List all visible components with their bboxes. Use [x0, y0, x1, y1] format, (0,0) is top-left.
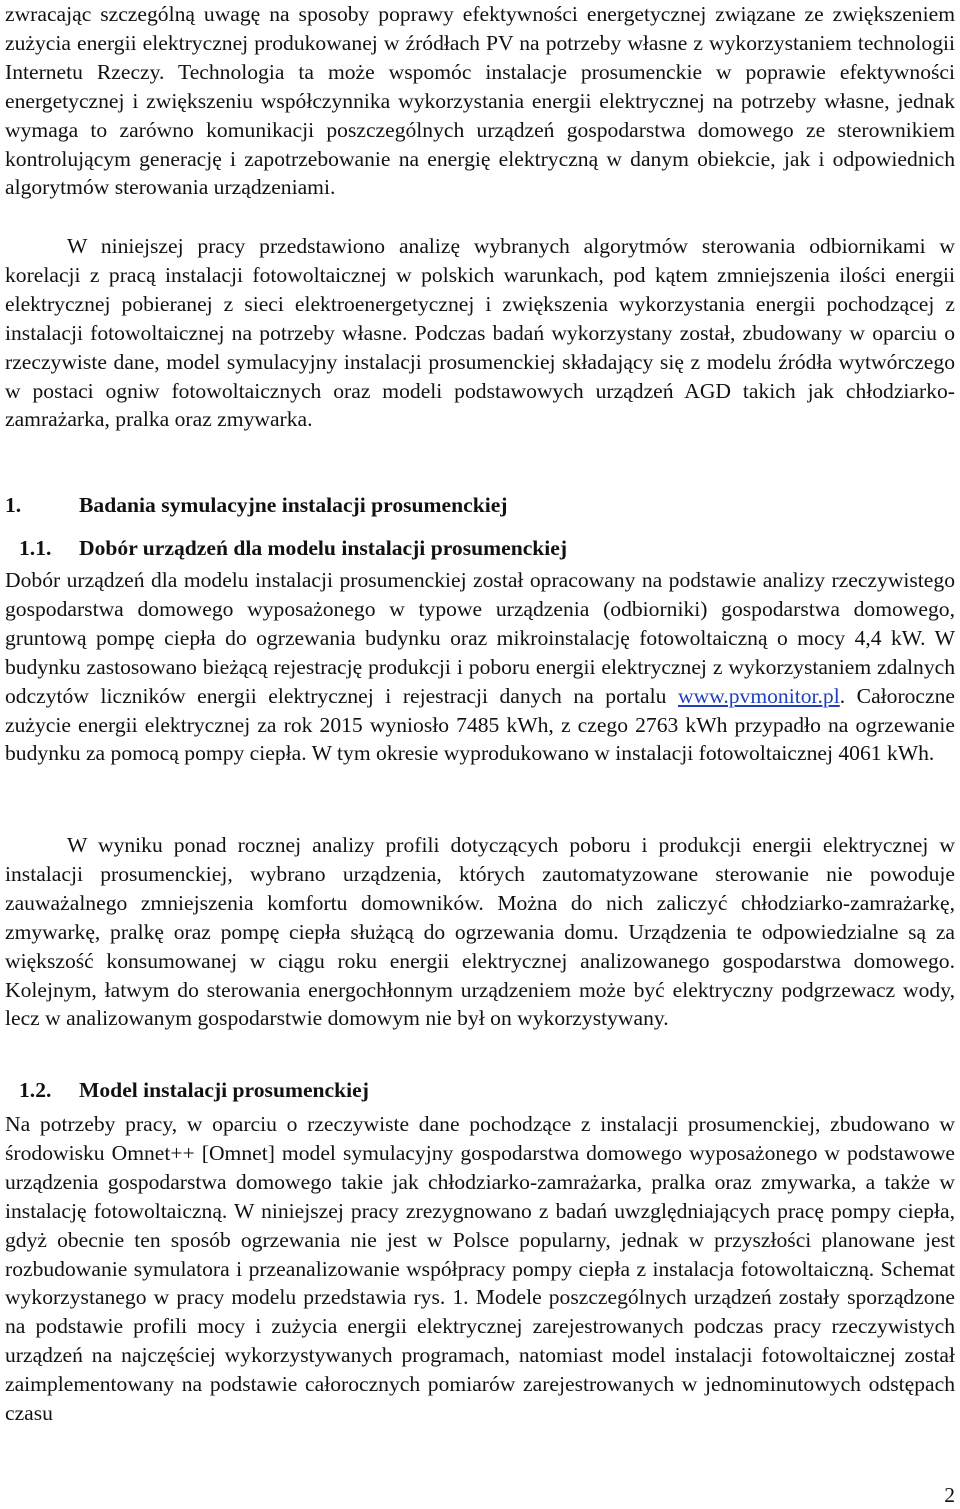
- section-number: 1.2.: [19, 1078, 52, 1102]
- section-heading-1: [5, 491, 955, 519]
- section-heading-1-1: [5, 534, 955, 562]
- page-number: 2: [944, 1483, 955, 1507]
- paragraph-text: Dobór urządzeń dla modelu instalacji prosumenckiej został opracowany na podstawie analizy rzeczywistego gospodarstwa domowego wyposażonego w typowe urządzenia (odbiorniki) gospodarstwa domowego, gruntową pompę ciepła do ogrzewania budynku oraz mikroinstalację fotowoltaiczną o mocy 4,4 kW. W budynku zastosowano bieżącą rejestrację produkcji i poboru energii elektrycznej z wykorzystaniem zdalnych odczytów liczników energii elektrycznej i rejestracji danych na portalu: [5, 568, 955, 708]
- section-heading-1-2: [5, 1076, 955, 1104]
- paragraph-device-selection: [5, 566, 955, 768]
- section-number: 1.: [5, 493, 22, 517]
- pvmonitor-link[interactable]: www.pvmonitor.pl: [677, 683, 840, 708]
- paragraph-text: . Całoroczne zużycie energii elektrycznej za rok 2015 wyniosło 7485 kWh, z czego 2763 kWh przypadło na ogrzewanie budynku za pomocą pompy ciepła. W tym okresie wyprodukowano w instalacji fotowoltaicznej 4061 kWh.: [5, 683, 955, 766]
- section-number: 1.1.: [19, 536, 52, 560]
- paragraph-scope: W niniejszej pracy przedstawiono analizę wybranych algorytmów sterowania odbiornikami w korelacji z pracą instalacji fotowoltaicznej w polskich warunkach, pod kątem zmniejszenia ilości energii elektrycznej pobieranej z sieci elektroenergetycznej i zwiększenia wykorzystania energii pochodzącej z instalacji fotowoltaicznej na potrzeby własne. Podczas badań wykorzystany został, zbudowany w oparciu o rzeczywiste dane, model symulacyjny instalacji prosumenckiej składający się z modelu źródła wytwórczego w postaci ogniw fotowoltaicznych oraz modeli podstawowych urządzeń AGD takich jak chłodziarko-zamrażarka, pralka oraz zmywarka.: [5, 234, 955, 432]
- paragraph-analysis: W wyniku ponad rocznej analizy profili dotyczących poboru i produkcji energii elektrycznej w instalacji prosumenckiej, wybrano urządzenia, których zautomatyzowane sterowanie nie powoduje zauważalnego zmniejszenia komfortu domowników. Można do nich zaliczyć chłodziarko-zamrażarkę, zmywarkę, pralkę oraz pompę ciepła służącą do ogrzewania domu. Urządzenia te odpowiedzialne są za większość konsumowanej w ciągu roku energii elektrycznej analizowanego gospodarstwa domowego. Kolejnym, łatwym do sterowania energochłonnym urządzeniem może być elektryczny podgrzewacz wody, lecz w analizowanym gospodarstwie domowym nie był on wykorzystywany.: [5, 833, 955, 1031]
- paragraph-intro: zwracając szczególną uwagę na sposoby poprawy efektywności energetycznej związane ze zwiększeniem zużycia energii elektrycznej produkowanej w źródłach PV na potrzeby własne z wykorzystaniem technologii Internetu Rzeczy. Technologia ta może wspomóc instalacje prosumenckie w poprawie efektywności energetycznej i zwiększeniu współczynnika wykorzystania energii elektrycznej na potrzeby własne, jednak wymaga to zarówno komunikacji poszczególnych urządzeń gospodarstwa domowego ze sterownikiem kontrolującym generację i zapotrzebowanie na energię elektryczną w danym obiekcie, jak i odpowiednich algorytmów sterowania urządzeniami.: [5, 2, 955, 200]
- section-title: Badania symulacyjne instalacji prosumenckiej: [79, 493, 508, 517]
- section-title: Dobór urządzeń dla modelu instalacji prosumenckiej: [79, 536, 568, 560]
- paragraph-model: Na potrzeby pracy, w oparciu o rzeczywiste dane pochodzące z instalacji prosumenckiej, zbudowano w środowisku Omnet++ [Omnet] model symulacyjny gospodarstwa domowego wyposażonego w podstawowe urządzenia gospodarstwa domowego takie jak chłodziarko-zamrażarka, pralka oraz zmywarka, a także w instalację fotowoltaiczną. W niniejszej pracy zrezygnowano z badań uwzględniających pracę pompy ciepła, gdyż obecnie ten sposób ogrzewania nie jest w Polsce popularny, jednak w przyszłości planowane jest rozbudowanie symulatora i przeanalizowanie współpracy pompy ciepła z instalacja fotowoltaiczną. Schemat wykorzystanego w pracy modelu przedstawia rys. 1. Modele poszczególnych urządzeń zostały sporządzone na podstawie profili mocy i zużycia energii elektrycznej zarejestrowanych podczas pracy rzeczywistych urządzeń na najczęściej wykorzystywanych programach, natomiast model instalacji fotowoltaicznej został zaimplementowany na podstawie całorocznych pomiarów zarejestrowanych w jednominutowych odstępach czasu: [5, 1112, 955, 1426]
- section-title: Model instalacji prosumenckiej: [79, 1078, 369, 1102]
